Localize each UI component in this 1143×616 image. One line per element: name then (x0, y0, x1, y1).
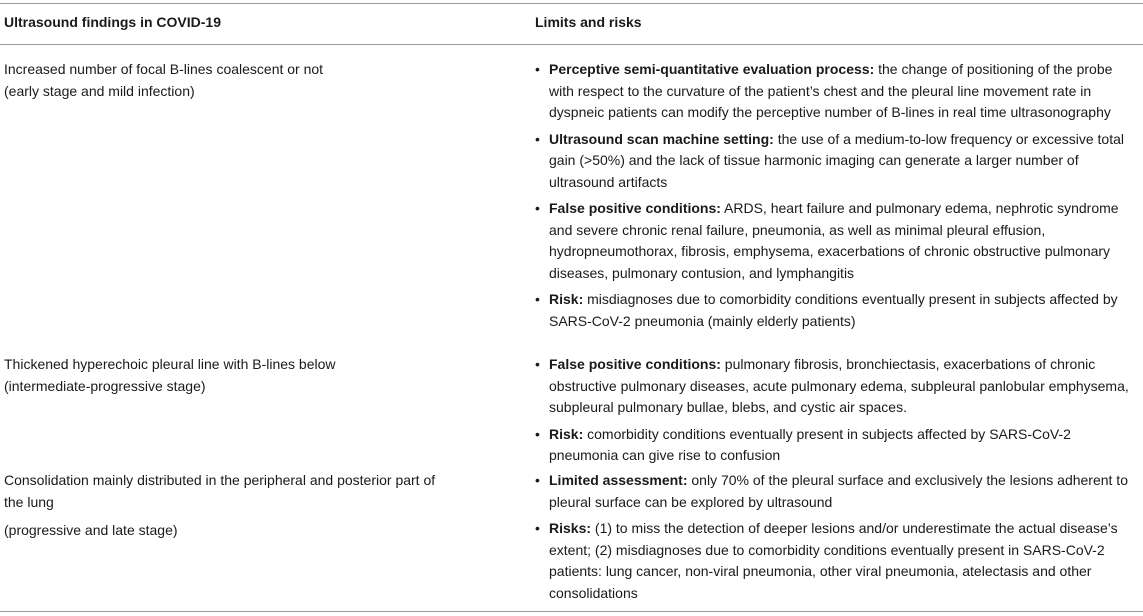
bullet-icon: • (535, 425, 540, 442)
item-text: the change of positioning of the probe with respect to the curvature of the patient’s chest and the pleural line movement rate in dyspneic patients can modify the perceptive number of B-lines in real time ultrasonography (549, 61, 1113, 120)
column-header-findings: Ultrasound findings in COVID-19 (4, 14, 222, 30)
limits-list (533, 59, 1133, 337)
bullet-icon: • (535, 200, 540, 216)
finding-cell (4, 58, 504, 102)
list-item (533, 354, 1133, 419)
bullet-icon: • (535, 130, 540, 147)
finding-cell (4, 469, 504, 541)
finding-text: the lung (4, 494, 54, 510)
item-text: (1) to miss the detection of deeper lesions and/or underestimate the actual disease’s extent; (2) misdiagnoses due to comorbidity conditions eventually present in SARS-CoV-2 patients: lung cancer, non-viral pneumonia, other viral pneumonia, atelectasis and other consolidations (549, 520, 1118, 601)
item-text: pulmonary fibrosis, bronchiectasis, exacerbations of chronic obstructive pulmonary diseases, acute pulmonary edema, subpleural panlobular emphysema, subpleural pulmonary bullae, blebs, and cystic air spaces. (549, 356, 1129, 415)
finding-stage: (intermediate-progressive stage) (4, 378, 206, 394)
item-term: False positive conditions: (549, 200, 721, 216)
list-item (533, 198, 1133, 284)
list-item (533, 470, 1133, 513)
list-item (533, 518, 1133, 604)
item-text: comorbidity conditions eventually present in subjects affected by SARS-CoV-2 pneumonia can give rise to confusion (549, 425, 1071, 463)
bullet-icon: • (535, 61, 540, 77)
list-item (533, 289, 1133, 332)
table-top-rule (0, 3, 1143, 4)
limits-list (533, 354, 1133, 472)
finding-text: Thickened hyperechoic pleural line with B-lines below (4, 356, 336, 372)
finding-text: Increased number of focal B-lines coalescent or not (4, 61, 324, 77)
column-header-limits: Limits and risks (535, 14, 642, 30)
item-term: False positive conditions: (549, 356, 721, 372)
header-rule (0, 44, 1143, 45)
bullet-icon: • (535, 291, 540, 307)
bullet-icon: • (535, 520, 540, 536)
item-term: Ultrasound scan machine setting: (549, 130, 774, 147)
item-term: Risk: (549, 291, 584, 307)
finding-cell (4, 353, 504, 397)
item-text: only 70% of the pleural surface and exclusively the lesions adherent to pleural surface can be explored by ultrasound (549, 472, 1128, 510)
limits-list (533, 470, 1133, 609)
item-term: Risk: (549, 425, 584, 442)
list-item (533, 129, 1133, 194)
finding-stage: (progressive and late stage) (4, 522, 178, 538)
bullet-icon: • (535, 472, 540, 488)
list-item (533, 424, 1133, 467)
item-text: misdiagnoses due to comorbidity conditions eventually present in subjects affected by SARS-CoV-2 pneumonia (mainly elderly patients) (549, 291, 1118, 329)
item-text: the use of a medium-to-low frequency or excessive total gain (>50%) and the lack of tissue harmonic imaging can generate a larger number of ultrasound artifacts (549, 130, 1124, 190)
item-term: Risks: (549, 520, 592, 536)
finding-stage: (early stage and mild infection) (4, 83, 195, 99)
item-text: ARDS, heart failure and pulmonary edema, nephrotic syndrome and severe chronic renal failure, pneumonia, as well as minimal pleural effusion, hydropneumothorax, fibrosis, emphysema, exacerbations of chronic obstructive pulmonary diseases, pulmonary contusion, and lymphangitis (549, 200, 1119, 281)
table-bottom-rule (0, 611, 1143, 612)
bullet-icon: • (535, 356, 540, 372)
finding-text: Consolidation mainly distributed in the peripheral and posterior part of (4, 472, 436, 488)
item-term: Limited assessment: (549, 472, 688, 488)
list-item (533, 59, 1133, 124)
item-term: Perceptive semi-quantitative evaluation process: (549, 61, 875, 77)
